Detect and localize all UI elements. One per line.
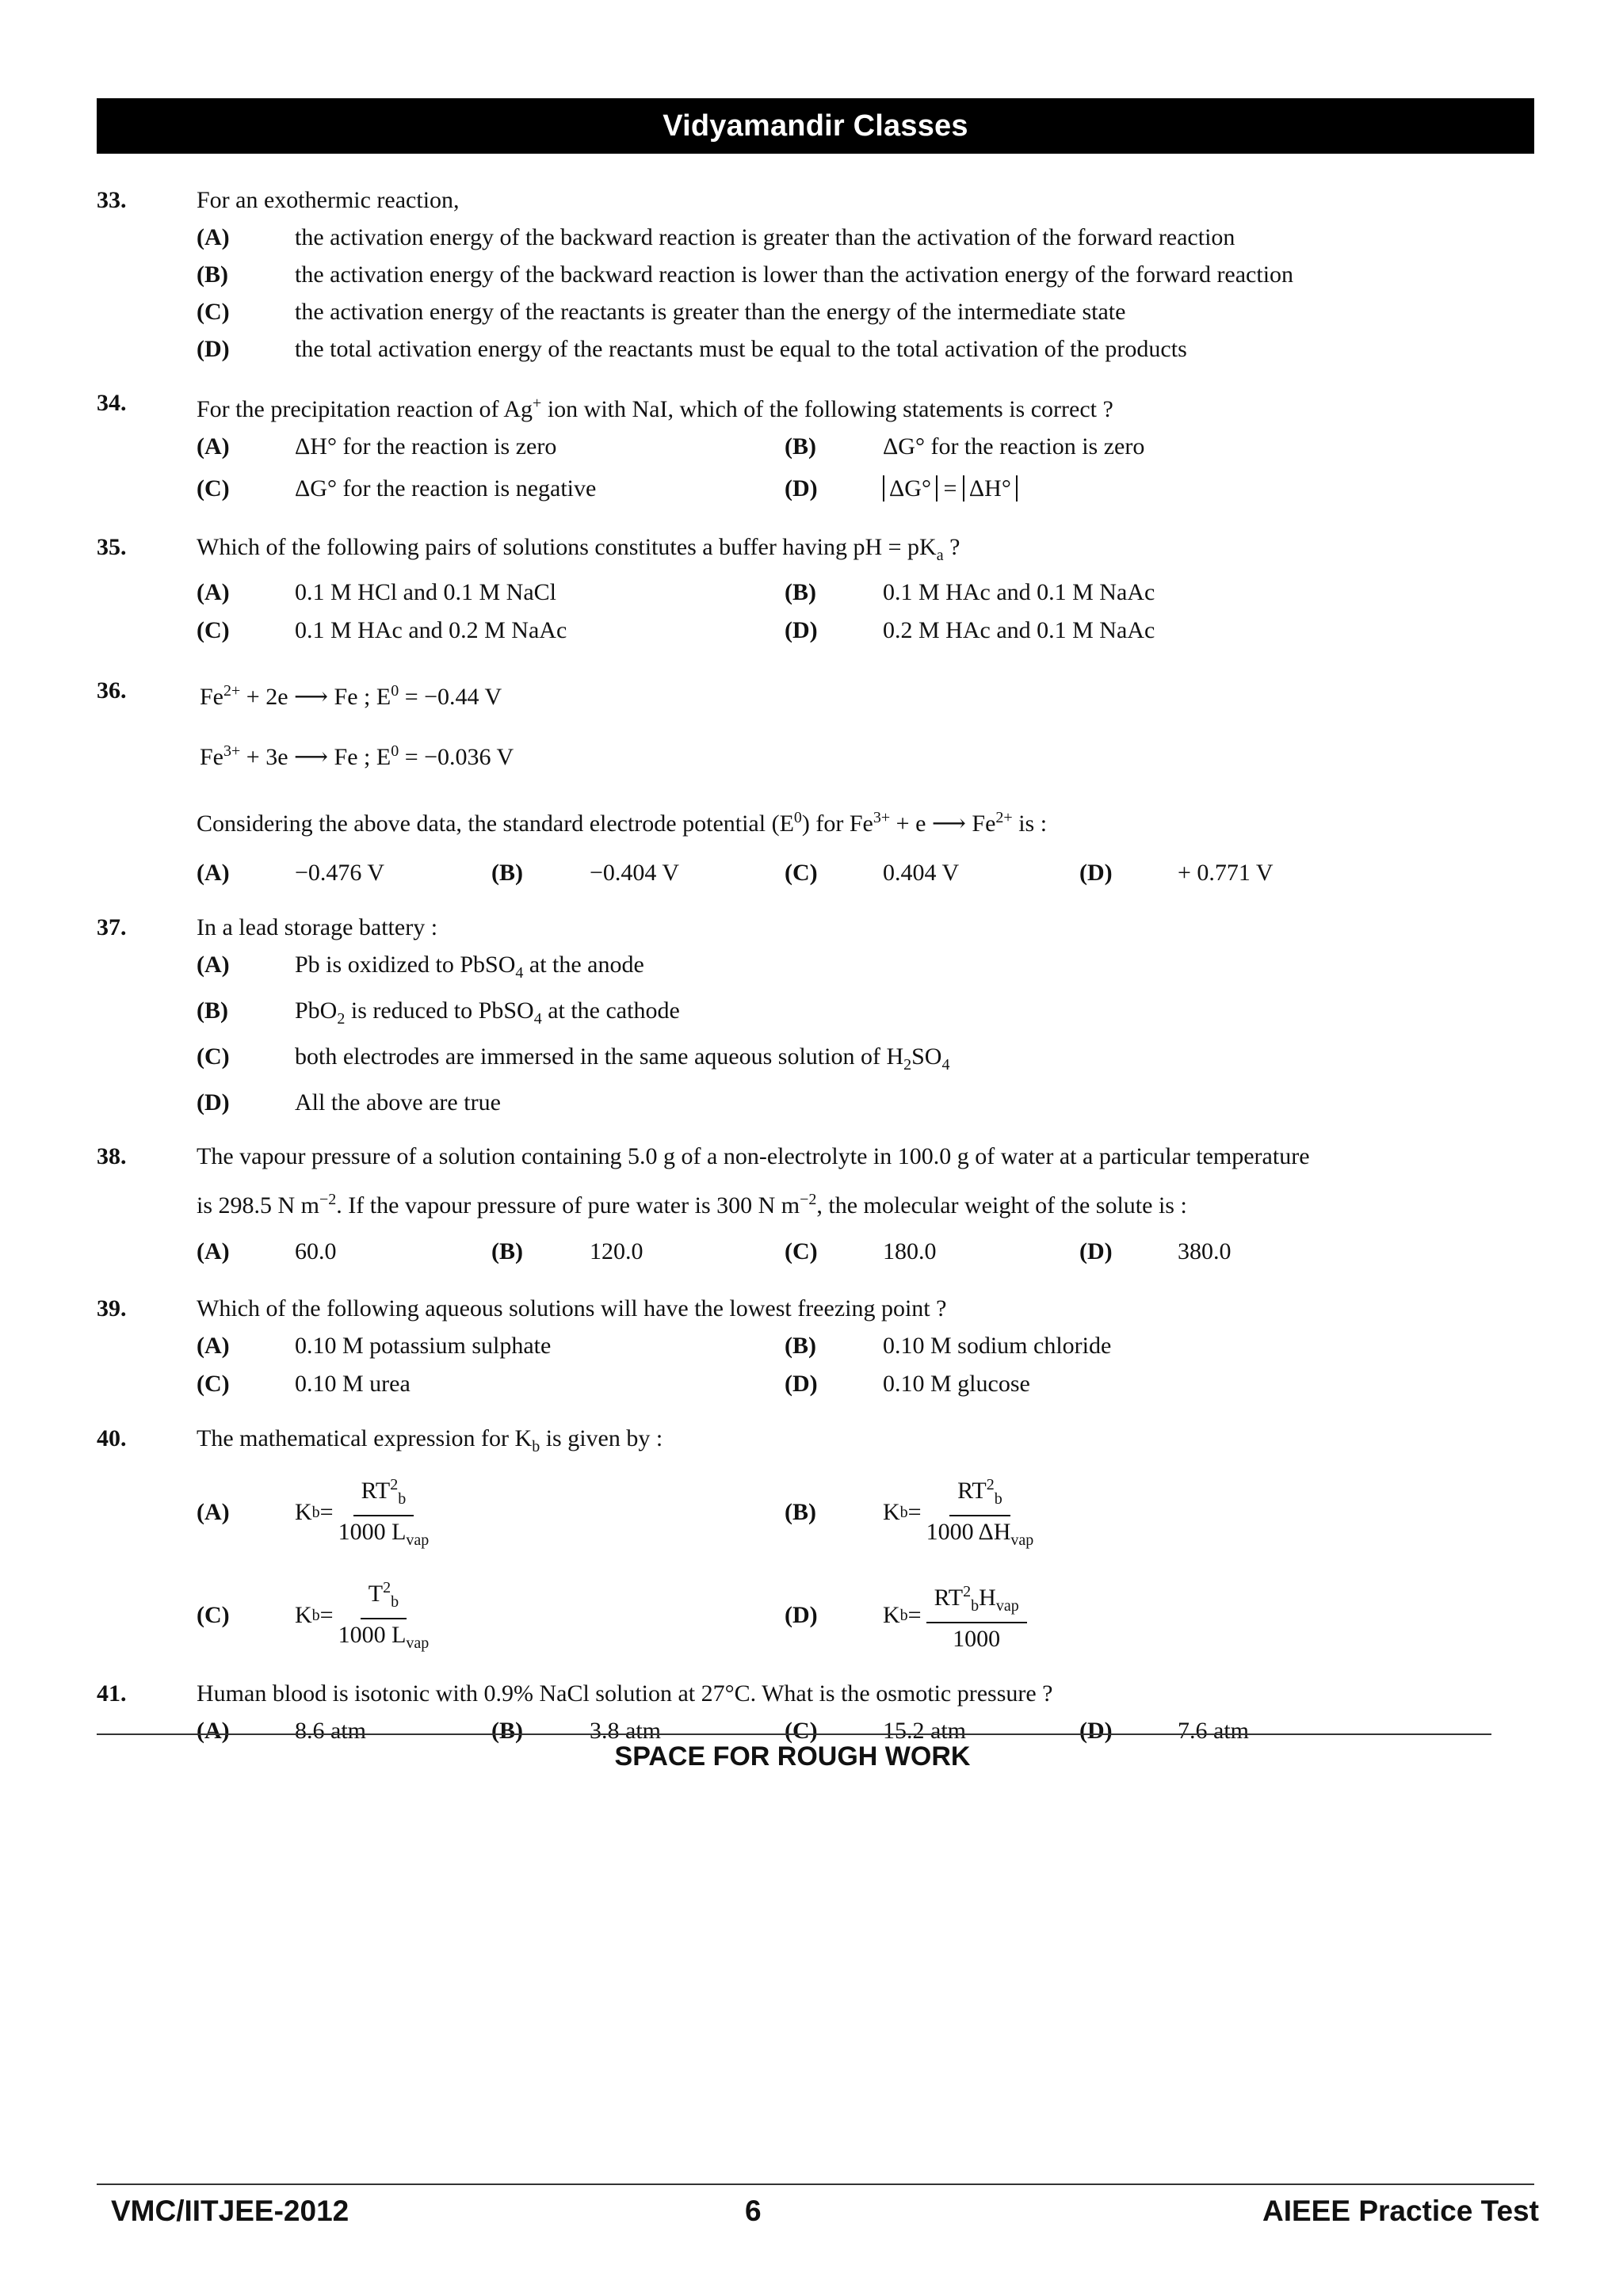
question-text: Considering the above data, the standard electrode potential $(E^0)$ for $Fe^{3+} + e$ ⟶ $Fe^{2+}$ is : (197, 809, 1048, 837)
option-a[interactable]: (A) 0.10 M potassium sulphate (197, 1333, 552, 1359)
option-a[interactable]: (A) K b = $\frac{RT^2_b}{1000 L_{vap}}$ (197, 1465, 429, 1560)
option-b[interactable]: (B) the activation energy of the backward reaction is lower than the activation energy of the forward reaction (197, 261, 1294, 288)
question-number: 36. (97, 677, 127, 704)
option-d[interactable]: (D) 0.2 M HAc and 0.1 M NaAc (785, 617, 1155, 643)
option-c[interactable]: (C) ΔG° for the reaction is negative (197, 475, 597, 502)
footer-right: AIEEE Practice Test (1262, 2195, 1539, 2227)
question-text: The mathematical expression for $K_b$ is given by : (197, 1425, 663, 1455)
option-b[interactable]: (B) 0.1 M HAc and 0.1 M NaAc (785, 579, 1155, 605)
question-number: 40. (97, 1425, 127, 1451)
option-c[interactable]: (C) 180.0 (785, 1238, 937, 1264)
option-d[interactable]: (D) the total activation energy of the reactants must be equal to the total activation of the products (197, 336, 1187, 362)
option-a[interactable]: (A) Pb is oxidized to PbSO$_4$ at the anode (197, 952, 644, 982)
option-c[interactable]: (C) 0.404 V (785, 860, 960, 886)
question-text: Which of the following aqueous solutions will have the lowest freezing point ? (197, 1295, 947, 1322)
option-a[interactable]: (A) 60.0 (197, 1238, 337, 1264)
option-a[interactable]: (A) −0.476 V (197, 860, 385, 886)
option-d[interactable]: (D) 7.6 atm (1079, 1718, 1249, 1744)
option-b[interactable]: (B) 120.0 (491, 1238, 643, 1264)
option-b[interactable]: (B) −0.404 V (491, 860, 680, 886)
question-40 (97, 1421, 1523, 1671)
option-d[interactable]: (D) K b = $\frac{RT^2_bH_{vap}}{1000}$ (785, 1568, 1027, 1663)
footer-divider (97, 2183, 1534, 2185)
option-b[interactable]: (B) 3.8 atm (491, 1718, 661, 1744)
rough-work-divider (97, 1733, 1491, 1735)
equation-2: $Fe^{3+} + 3e$ ⟶ Fe ; $E^0 = -0.036$ V (200, 742, 514, 770)
question-number: 38. (97, 1143, 127, 1169)
option-c[interactable]: (C) K b = $\frac{T^2_b}{1000 L_{vap}}$ (197, 1568, 429, 1663)
fraction: $\frac{RT^2_bH_{vap}}{1000}$ (926, 1577, 1027, 1653)
equation-1: $Fe^{2+} + 2e$ ⟶ Fe ; $E^0 = -0.44$ V (200, 682, 502, 710)
question-number: 34. (97, 390, 127, 416)
option-a[interactable]: (A) 0.1 M HCl and 0.1 M NaCl (197, 579, 556, 605)
option-c[interactable]: (C) 0.1 M HAc and 0.2 M NaAc (197, 617, 567, 643)
header-title: Vidyamandir Classes (663, 109, 968, 143)
question-number: 33. (97, 187, 127, 213)
question-39 (97, 1291, 1523, 1403)
option-c[interactable]: (C) 0.10 M urea (197, 1371, 411, 1397)
question-number: 35. (97, 534, 127, 560)
option-d[interactable]: (D) ΔG° = ΔH° (785, 466, 1018, 512)
option-a[interactable]: (A) ΔH° for the reaction is zero (197, 433, 557, 460)
question-35 (97, 529, 1523, 650)
question-33 (97, 182, 1523, 368)
question-41 (97, 1676, 1523, 1750)
question-number: 41. (97, 1680, 127, 1707)
question-text-line2: is 298.5 N $m^{-2}$. If the vapour pressure of pure water is 300 N $m^{-2}$, the molecular weight of the solute is : (197, 1191, 1187, 1219)
question-text: For the precipitation reaction of Ag+ ion with NaI, which of the following statements is correct ? (197, 395, 1113, 422)
option-c[interactable]: (C) both electrodes are immersed in the same aqueous solution of $H_2SO_4$ (197, 1043, 950, 1074)
question-list (97, 182, 1523, 1768)
option-a[interactable]: (A) 8.6 atm (197, 1718, 366, 1744)
question-number: 39. (97, 1295, 127, 1322)
abs-delta-g: ΔG° (883, 475, 938, 502)
question-text: Which of the following pairs of solutions constitutes a buffer having pH = $pK_a$ ? (197, 534, 960, 564)
question-text: In a lead storage battery : (197, 914, 438, 940)
abs-delta-h: ΔH° (963, 475, 1018, 502)
fraction: $\frac{T^2_b}{1000 L_{vap}}$ (338, 1573, 430, 1657)
fraction: $\frac{RT^2_b}{1000 L_{vap}}$ (338, 1470, 430, 1554)
option-b[interactable]: (B) K b = $\frac{RT^2_b}{1000 \Delta H_{vap}}$ (785, 1465, 1033, 1560)
page-number: 6 (745, 2195, 762, 2227)
option-b[interactable]: (B) PbO$_2$ is reduced to PbSO$_4$ at the cathode (197, 997, 680, 1028)
page-header (97, 98, 1534, 154)
option-a[interactable]: (A) the activation energy of the backward reaction is greater than the activation of the forward reaction (197, 224, 1235, 250)
rough-work-label: SPACE FOR ROUGH WORK (614, 1741, 971, 1772)
question-38 (97, 1138, 1523, 1273)
option-d[interactable]: (D) 0.10 M glucose (785, 1371, 1030, 1397)
option-c[interactable]: (C) the activation energy of the reactants is greater than the energy of the intermediate state (197, 299, 1126, 325)
footer-left: VMC/IITJEE-2012 (111, 2195, 349, 2227)
question-text: Human blood is isotonic with 0.9% NaCl solution at 27°C. What is the osmotic pressure ? (197, 1680, 1053, 1707)
question-text: The vapour pressure of a solution containing 5.0 g of a non-electrolyte in 100.0 g of water at a particular temperature (197, 1143, 1310, 1169)
option-d[interactable]: (D) 380.0 (1079, 1238, 1232, 1264)
question-34 (97, 385, 1523, 512)
option-c[interactable]: (C) 15.2 atm (785, 1718, 966, 1744)
question-text: For an exothermic reaction, (197, 187, 460, 213)
option-b[interactable]: (B) 0.10 M sodium chloride (785, 1333, 1112, 1359)
question-number: 37. (97, 914, 127, 940)
option-d[interactable]: (D) All the above are true (197, 1089, 501, 1116)
question-37 (97, 910, 1523, 1121)
option-b[interactable]: (B) ΔG° for the reaction is zero (785, 433, 1145, 460)
option-d[interactable]: (D) + 0.771 V (1079, 860, 1274, 886)
question-36 (97, 667, 1523, 892)
fraction: $\frac{RT^2_b}{1000 \Delta H_{vap}}$ (926, 1470, 1034, 1554)
